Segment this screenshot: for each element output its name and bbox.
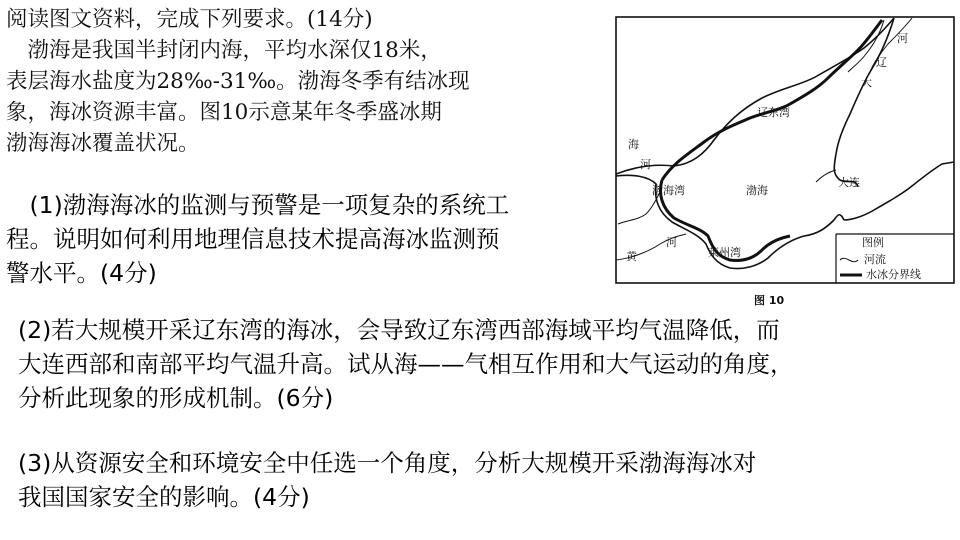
legend-ice-line-label: 水冰分界线 xyxy=(866,268,921,281)
question-line: (3)从资源安全和环境安全中任选一个角度，分析大规模开采渤海海冰对 xyxy=(18,449,757,477)
question-1 xyxy=(6,188,616,290)
legend-river-label: 河流 xyxy=(864,253,886,266)
label-bohaiwan: 渤海湾 xyxy=(652,184,685,197)
intro-line: 渤海海冰覆盖状况。 xyxy=(6,131,200,156)
question-line: 警水平。(4分) xyxy=(6,259,157,287)
intro-line: 表层海水盐度为28‰-31‰。渤海冬季有结冰现 xyxy=(6,69,470,94)
label-da: 大 xyxy=(861,76,872,89)
question-line: (1)渤海海冰的监测与预警是一项复杂的系统工 xyxy=(6,191,510,219)
intro-line: 象，海冰资源丰富。图10示意某年冬季盛冰期 xyxy=(6,100,442,125)
label-river-he: 河 xyxy=(897,32,908,45)
label-dalian: 大连 xyxy=(838,176,860,189)
label-he2: 河 xyxy=(666,236,677,249)
intro-text xyxy=(6,4,606,159)
question-line: (2)若大规模开采辽东湾的海冰，会导致辽东湾西部海域平均气温降低，而 xyxy=(18,316,780,344)
legend-title: 图例 xyxy=(862,236,884,249)
question-line: 分析此现象的形成机制。(6分) xyxy=(18,384,334,412)
label-liao: 辽 xyxy=(876,56,887,69)
question-line: 我国国家安全的影响。(4分) xyxy=(18,483,310,511)
question-line: 大连西部和南部平均气温升高。试从海——气相互作用和大气运动的角度， xyxy=(18,350,794,378)
question-line: 程。说明如何利用地理信息技术提高海冰监测预 xyxy=(6,225,500,253)
intro-line: 渤海是我国半封闭内海，平均水深仅18米， xyxy=(6,38,442,63)
label-hai: 海 xyxy=(628,138,639,151)
intro-line: 阅读图文资料，完成下列要求。(14分) xyxy=(6,7,373,32)
label-bohai: 渤海 xyxy=(746,184,768,197)
label-laizhouwan: 莱州湾 xyxy=(708,246,741,259)
label-he1: 河 xyxy=(640,158,651,171)
label-liaodongwan: 辽东湾 xyxy=(757,106,790,119)
bohai-ice-map xyxy=(612,14,958,310)
question-3 xyxy=(18,446,953,514)
question-2 xyxy=(18,313,953,415)
figure-caption: 图 10 xyxy=(754,294,785,307)
label-huang: 黄 xyxy=(626,250,637,263)
map-svg xyxy=(612,14,958,310)
